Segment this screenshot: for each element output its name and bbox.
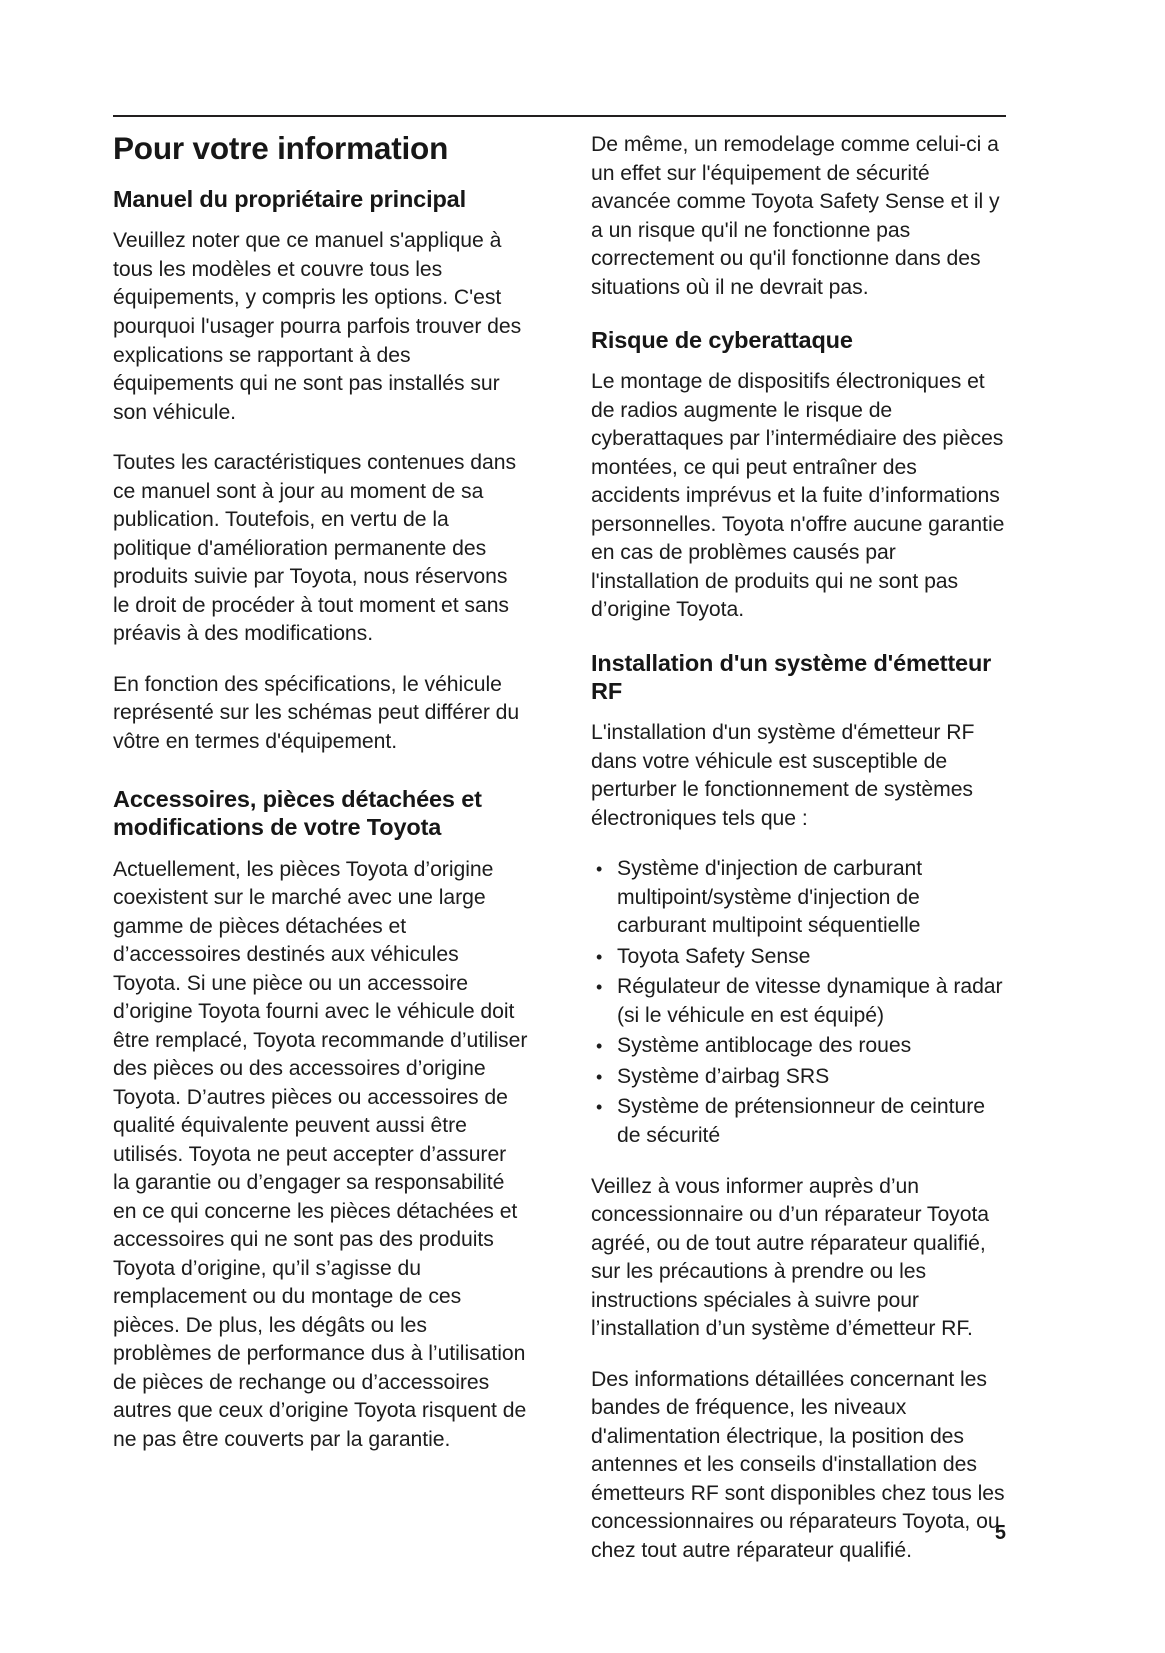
paragraph-installation-rf-intro: L'installation d'un système d'émetteur RF dans votre véhicule est susceptible de perturber le fonctionnement de systèmes électroniques tels que : <box>591 721 975 830</box>
paragraph-informations-detaillees: Des informations détaillées concernant les bandes de fréquence, les niveaux d'alimentation électrique, la position des antennes et les conseils d'installation des émetteurs RF sont disponibles chez tous les concessionnaires ou réparateurs Toyota, ou chez tout autre réparateur qualifié. <box>591 1367 1005 1562</box>
two-column-body <box>113 131 1006 1565</box>
page-number: 5 <box>994 1522 1006 1544</box>
list-item: • Système d’airbag SRS <box>591 1063 1006 1092</box>
list-item: • Système d'injection de carburant multipoint/système d'injection de carburant multipoint séquentielle <box>591 855 1006 941</box>
section-heading-manuel-proprietaire: Manuel du propriétaire principal <box>113 186 466 213</box>
page-title: Pour votre information <box>113 130 449 166</box>
section-heading-accessoires: Accessoires, pièces détachées et modifications de votre Toyota <box>113 786 482 841</box>
list-item: • Système antiblocage des roues <box>591 1032 1006 1061</box>
paragraph-caracteristiques-a-jour: Toutes les caractéristiques contenues dans ce manuel sont à jour au moment de sa publication. Toutefois, en vertu de la politique d'amélioration permanente des produits suivie par Toyota, nous réservons le droit de procéder à tout moment et sans préavis à des modifications. <box>113 451 517 646</box>
section-heading-risque-cyberattaque: Risque de cyberattaque <box>591 327 853 354</box>
right-column <box>591 131 1006 1565</box>
paragraph-pieces-origine-toyota: Actuellement, les pièces Toyota d’origine coexistent sur le marché avec une large gamme de pièces détachées et d’accessoires destinés aux véhicules Toyota. Si une pièce ou un accessoire d’origine Toyota fourni avec le véhicule doit être remplacé, Toyota recommande d’utiliser des pièces ou des accessoires d’origine Toyota. D’autres pièces ou accessoires de qualité équivalente peuvent aussi être utilisés. Toyota ne peut accepter d’assurer la garantie ou d’engager sa responsabilité en ce qui concerne les pièces détachées et accessoires qui ne sont pas des produits Toyota d’origine, qu’il s’agisse du remplacement ou du montage de ces pièces. De plus, les dégâts ou les problèmes de performance dus à l’utilisation de pièces de rechange ou d’accessoires autres que ceux d’origine Toyota risquent de ne pas être couverts par la garantie. <box>113 857 528 1451</box>
affected-systems-list <box>591 855 1006 1150</box>
paragraph-manuel-applicabilite: Veuillez noter que ce manuel s'applique à tous les modèles et couvre tous les équipements, y compris les options. C'est pourquoi l'usager pourra parfois trouver des explications se rapportant à des équipements qui ne sont pas installés sur son véhicule. <box>113 229 522 424</box>
list-item: • Système de prétensionneur de ceinture de sécurité <box>591 1093 1006 1150</box>
section-heading-installation-emetteur-rf: Installation d'un système d'émetteur RF <box>591 649 992 705</box>
list-item: • Régulateur de vitesse dynamique à radar (si le véhicule en est équipé) <box>591 973 1006 1030</box>
paragraph-specifications-schemas: En fonction des spécifications, le véhicule représenté sur les schémas peut différer du vôtre en termes d'équipement. <box>113 672 520 753</box>
paragraph-remodelage-safety-sense: De même, un remodelage comme celui-ci a un effet sur l'équipement de sécurité avancée comme Toyota Safety Sense et il y a un risque qu'il ne fonctionne pas correctement ou qu'il fonctionne dans des situations où il ne devrait pas. <box>591 133 1000 299</box>
header-rule <box>113 115 1006 117</box>
left-column <box>113 131 528 1565</box>
paragraph-cyberattaque: Le montage de dispositifs électroniques et de radios augmente le risque de cyberattaques par l’intermédiaire des pièces montées, ce qui peut entraîner des accidents imprévus et la fuite d’informations personnelles. Toyota n'offre aucune garantie en cas de problèmes causés par l'installation de produits qui ne sont pas d’origine Toyota. <box>591 370 1005 622</box>
list-item: • Toyota Safety Sense <box>591 943 1006 972</box>
paragraph-consulter-concessionnaire: Veillez à vous informer auprès d’un concessionnaire ou d’un réparateur Toyota agréé, ou de tout autre réparateur qualifié, sur les précautions à prendre ou les instructions spéciales à suivre pour l’installation d’un système d’émetteur RF. <box>591 1174 990 1341</box>
